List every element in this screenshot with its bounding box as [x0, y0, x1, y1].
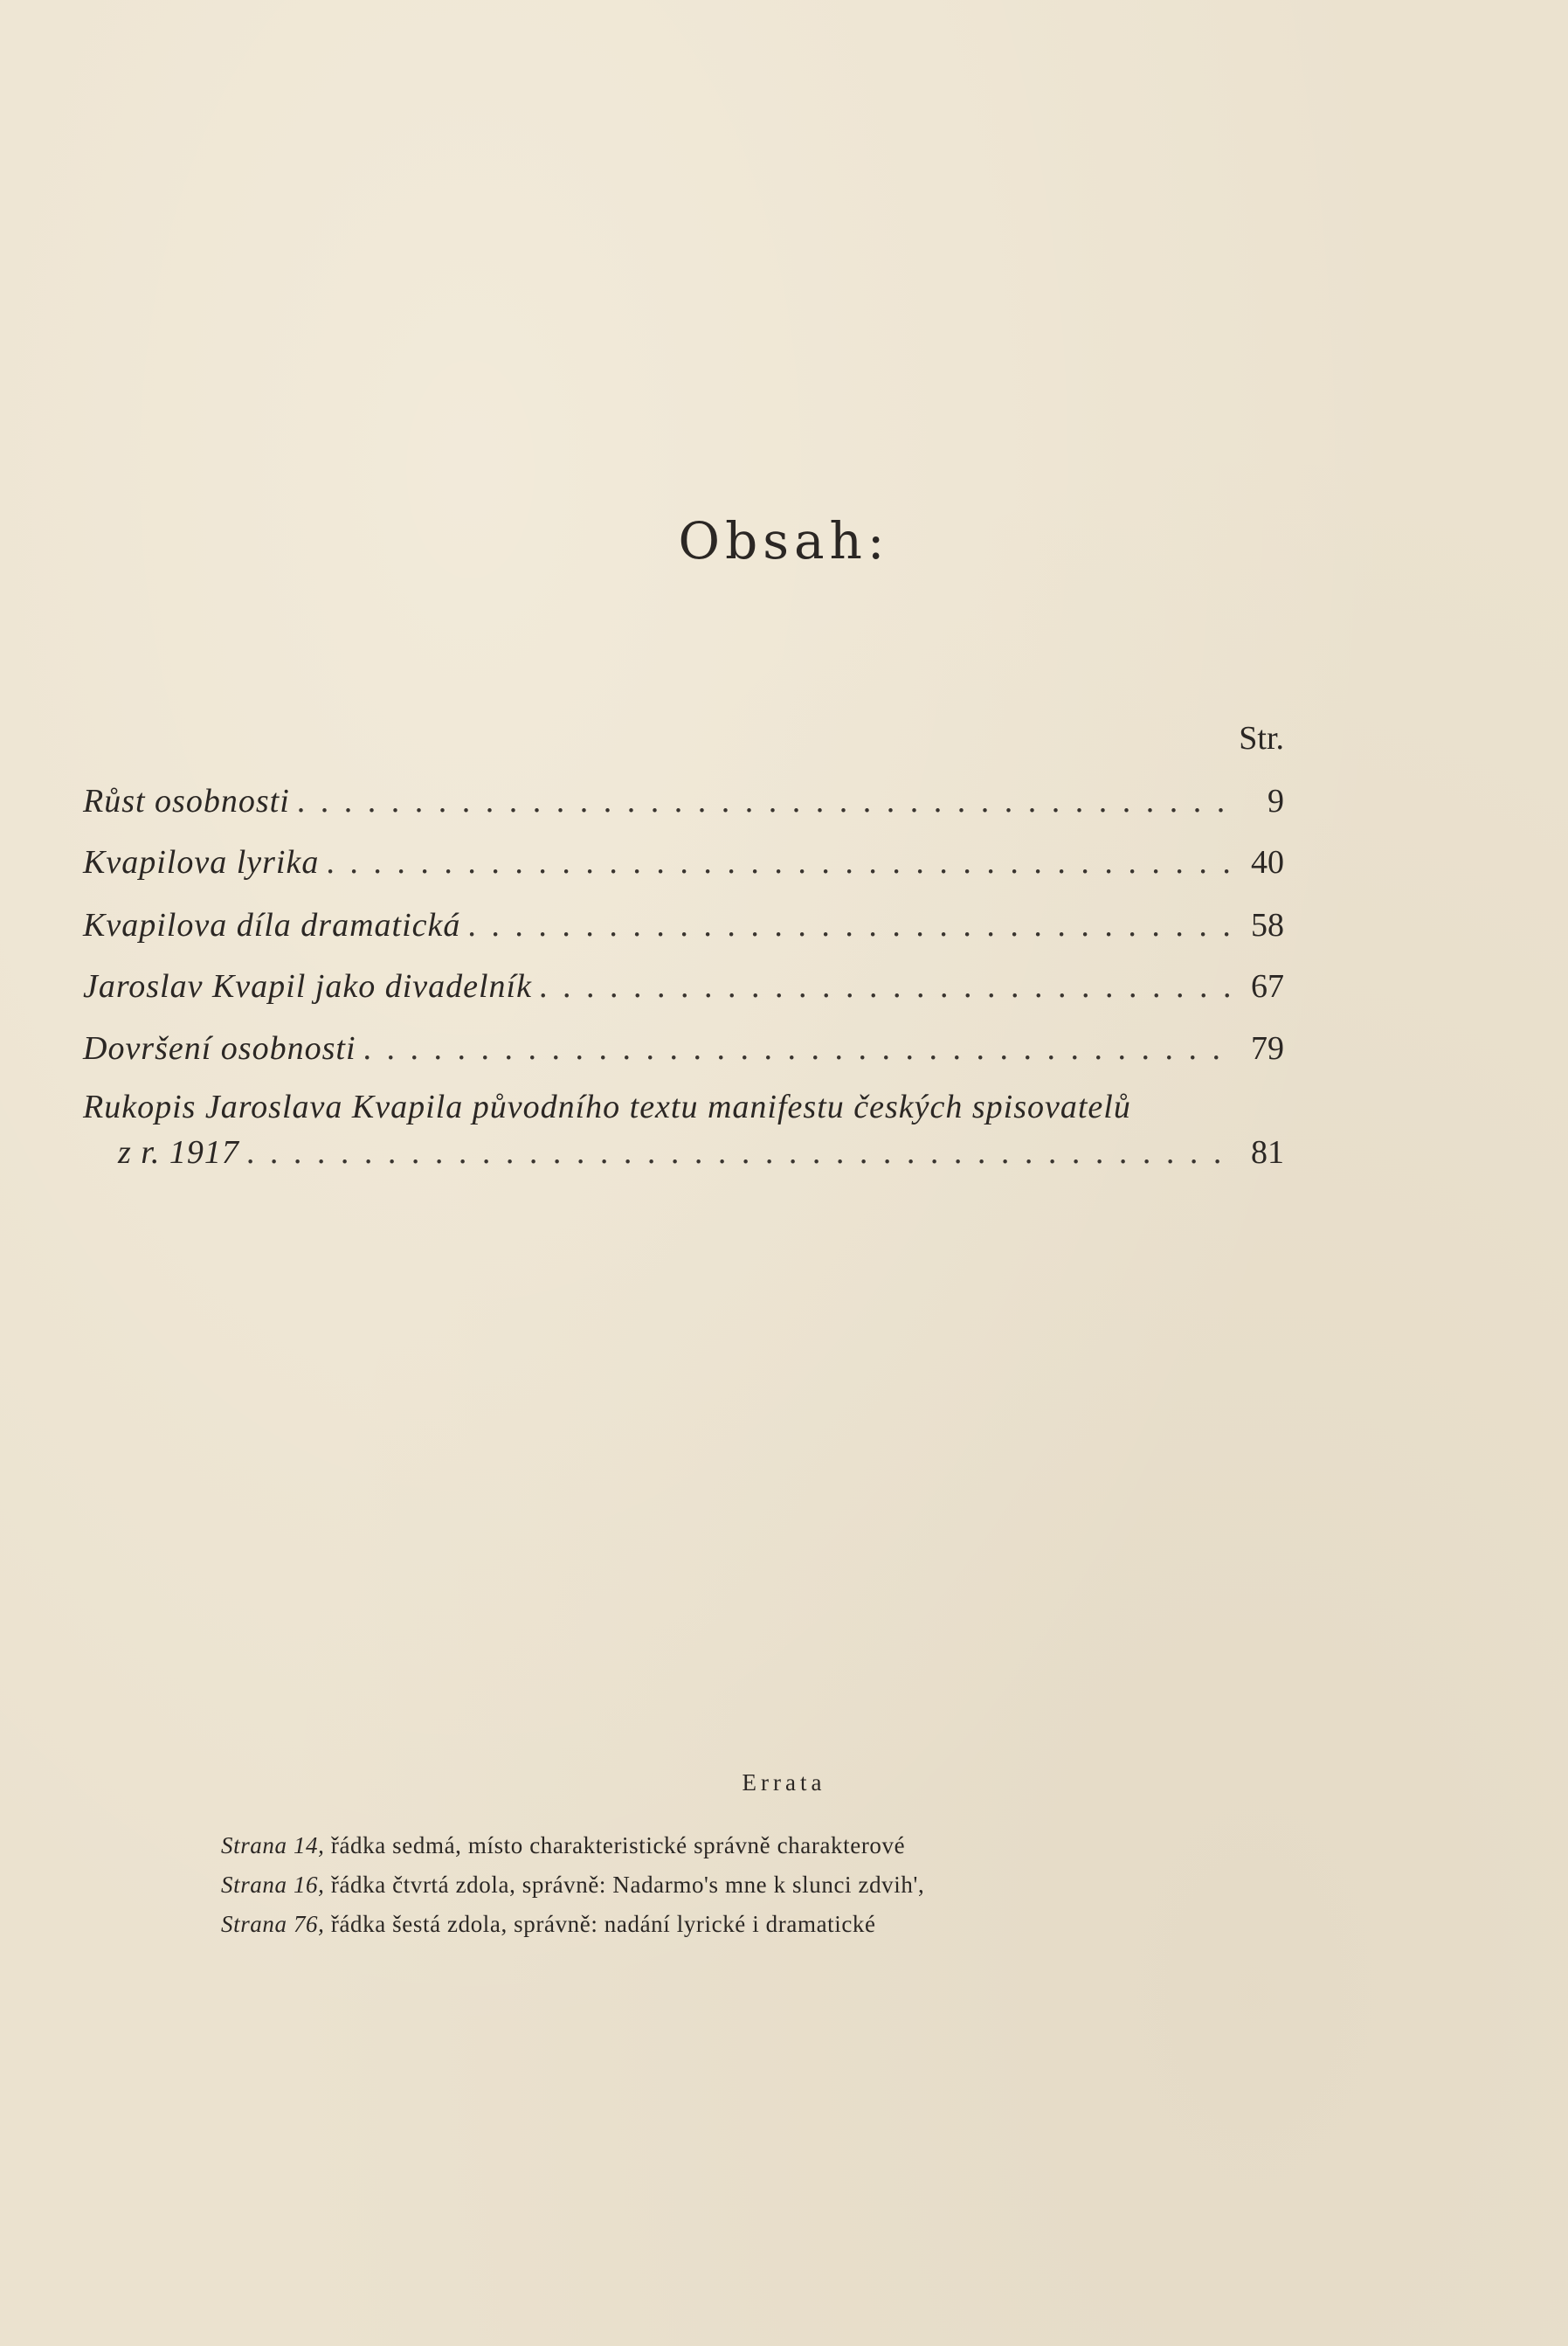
- toc-entry[interactable]: [83, 967, 1284, 1020]
- toc-entry-title: Jaroslav Kvapil jako divadelník: [83, 968, 532, 1005]
- errata-reference: Strana 76,: [221, 1911, 325, 1937]
- page-title: Obsah:: [678, 511, 890, 571]
- errata-reference: Strana 16,: [221, 1872, 325, 1898]
- toc-entry-multiline-second[interactable]: [83, 1133, 1284, 1186]
- toc-entry-page: 81: [1251, 1134, 1284, 1171]
- toc-entry[interactable]: [83, 906, 1284, 958]
- toc-leader-dots: [297, 782, 1232, 820]
- errata-reference: Strana 14,: [221, 1832, 325, 1858]
- toc-leader-dots: [539, 967, 1232, 1006]
- toc-entry-page: 79: [1251, 1030, 1284, 1067]
- toc-entry-title-line2: z r. 1917: [118, 1134, 239, 1171]
- page-column-label: Str.: [1239, 720, 1284, 757]
- toc-entry-title: Kvapilova díla dramatická: [83, 907, 461, 944]
- toc-entry-title: Růst osobnosti: [83, 783, 290, 820]
- toc-entry[interactable]: [83, 782, 1284, 834]
- toc-leader-dots: [246, 1133, 1232, 1172]
- errata-text: řádka čtvrtá zdola, správně: Nadarmo's mne k slunci zdvih',: [330, 1872, 925, 1898]
- toc-entry-title: Kvapilova lyrika: [83, 844, 320, 881]
- toc-entry[interactable]: [83, 843, 1284, 896]
- toc-leader-dots: [363, 1029, 1233, 1068]
- errata-line: [221, 1865, 924, 1905]
- errata-line: [221, 1826, 924, 1865]
- toc-entry[interactable]: [83, 1029, 1284, 1082]
- toc-entry-page: 58: [1251, 907, 1284, 944]
- toc-leader-dots: [326, 843, 1232, 882]
- toc-entry-title-line1: Rukopis Jaroslava Kvapila původního textu manifestu českých spisovatelů: [83, 1089, 1131, 1125]
- toc-entry-page: 40: [1251, 844, 1284, 881]
- toc-entry-multiline-first[interactable]: [83, 1088, 1284, 1140]
- errata-heading: Errata: [742, 1769, 826, 1796]
- toc-entry-page: 9: [1268, 783, 1284, 820]
- errata-text: řádka šestá zdola, správně: nadání lyrické i dramatické: [330, 1911, 876, 1937]
- errata-text: řádka sedmá, místo charakteristické správně charakterové: [330, 1832, 906, 1858]
- errata-line: [221, 1905, 924, 1944]
- toc-entry-title: Dovršení osobnosti: [83, 1030, 356, 1067]
- toc-leader-dots: [467, 906, 1232, 945]
- toc-entry-page: 67: [1251, 968, 1284, 1005]
- errata-list: [221, 1826, 924, 1944]
